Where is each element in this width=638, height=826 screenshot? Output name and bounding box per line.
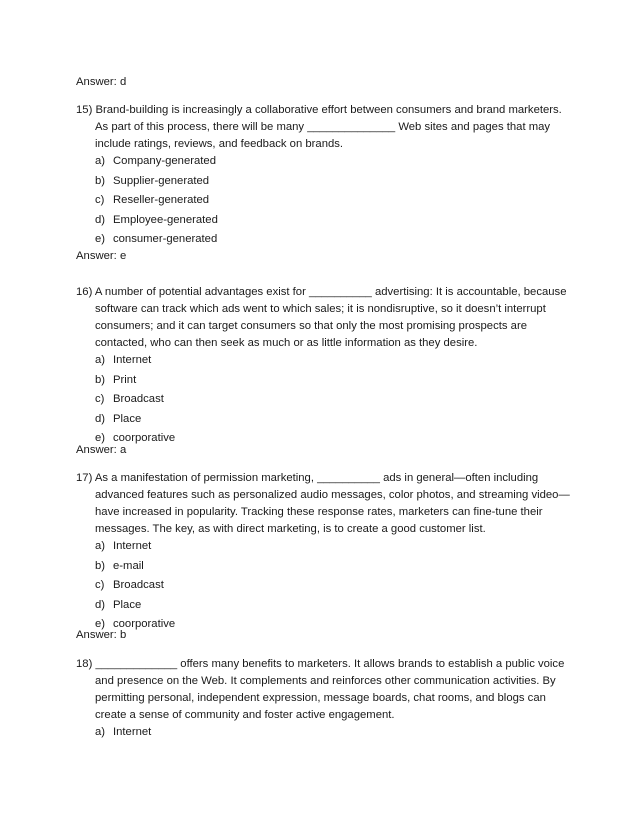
question-stem: 17) As a manifestation of permission marketing, __________ ads in general—often including advanced features such as personalized audio messages, color photos, and streaming video—have increased in popularity. Tracking these response rates, marketers can fine-tune their messages. The key, as with direct marketing, is to create a good customer list. [76,472,570,535]
option-letter: d) [95,412,106,425]
option-letter: c) [95,194,105,206]
option-text: Broadcast [113,579,164,591]
option-text: Internet [113,354,152,366]
option-item [76,173,576,193]
question-stem: 16) A number of potential advantages exist for __________ advertising: It is accountable, because software can track which ads went to which sales; it is nondisruptive, so it doesn’t interrupt consumers; and it can target consumers so that only the most promising prospects are contacted, who can then seek as much or as little information as they desire. [76,286,567,349]
option-text: Place [113,598,142,611]
option-item [76,153,576,173]
option-item [76,372,576,392]
option-text: Employee-generated [113,213,218,226]
option-list [76,352,576,450]
option-item [76,616,576,636]
option-text: Reseller-generated [113,194,210,206]
question-16 [76,284,576,450]
question-17 [76,470,576,636]
option-item [76,724,576,744]
question-15 [76,102,576,251]
option-item [76,231,576,251]
option-text: e-mail [113,559,144,572]
option-text: Company-generated [113,155,216,167]
question-stem: 18) _____________ offers many benefits to marketers. It allows brands to establish a public voice and presence on the Web. It complements and reinforces other communication activities. By permitting personal, independent expression, message boards, chat rooms, and blogs can create a sense of community and foster active engagement. [76,658,565,721]
option-letter: b) [95,559,106,572]
option-text: consumer-generated [113,233,218,245]
option-list [76,538,576,636]
option-letter: b) [95,373,106,386]
option-letter: e) [95,233,106,245]
option-item [76,192,576,212]
option-text: Internet [113,726,152,738]
option-text: coorporative [113,618,176,630]
answer-line: Answer: a [76,444,127,456]
option-letter: a) [95,726,106,738]
option-letter: a) [95,155,106,167]
option-item [76,391,576,411]
option-letter: c) [95,393,105,405]
option-item [76,558,576,578]
option-item [76,352,576,372]
option-letter: c) [95,579,105,591]
option-letter: e) [95,618,106,630]
option-text: Broadcast [113,393,164,405]
option-item [76,597,576,617]
option-letter: d) [95,598,106,611]
option-letter: b) [95,174,106,187]
option-letter: a) [95,540,106,552]
option-item [76,212,576,232]
option-text: coorporative [113,432,176,444]
option-text: Place [113,412,142,425]
option-text: Supplier-generated [113,174,210,187]
option-text: Print [113,373,137,386]
option-letter: a) [95,354,106,366]
answer-line: Answer: d [76,76,127,88]
option-item [76,411,576,431]
answer-line: Answer: e [76,250,127,262]
option-letter: d) [95,213,106,226]
option-item [76,538,576,558]
option-item [76,430,576,450]
question-18 [76,656,576,744]
option-item [76,577,576,597]
option-list [76,153,576,251]
option-list [76,724,576,744]
option-letter: e) [95,432,106,444]
answer-line: Answer: b [76,629,127,641]
option-text: Internet [113,540,152,552]
question-stem: 15) Brand-building is increasingly a collaborative effort between consumers and brand marketers. As part of this process, there will be many ______________ Web sites and pages that may include ratings, reviews, and feedback on brands. [76,104,562,150]
